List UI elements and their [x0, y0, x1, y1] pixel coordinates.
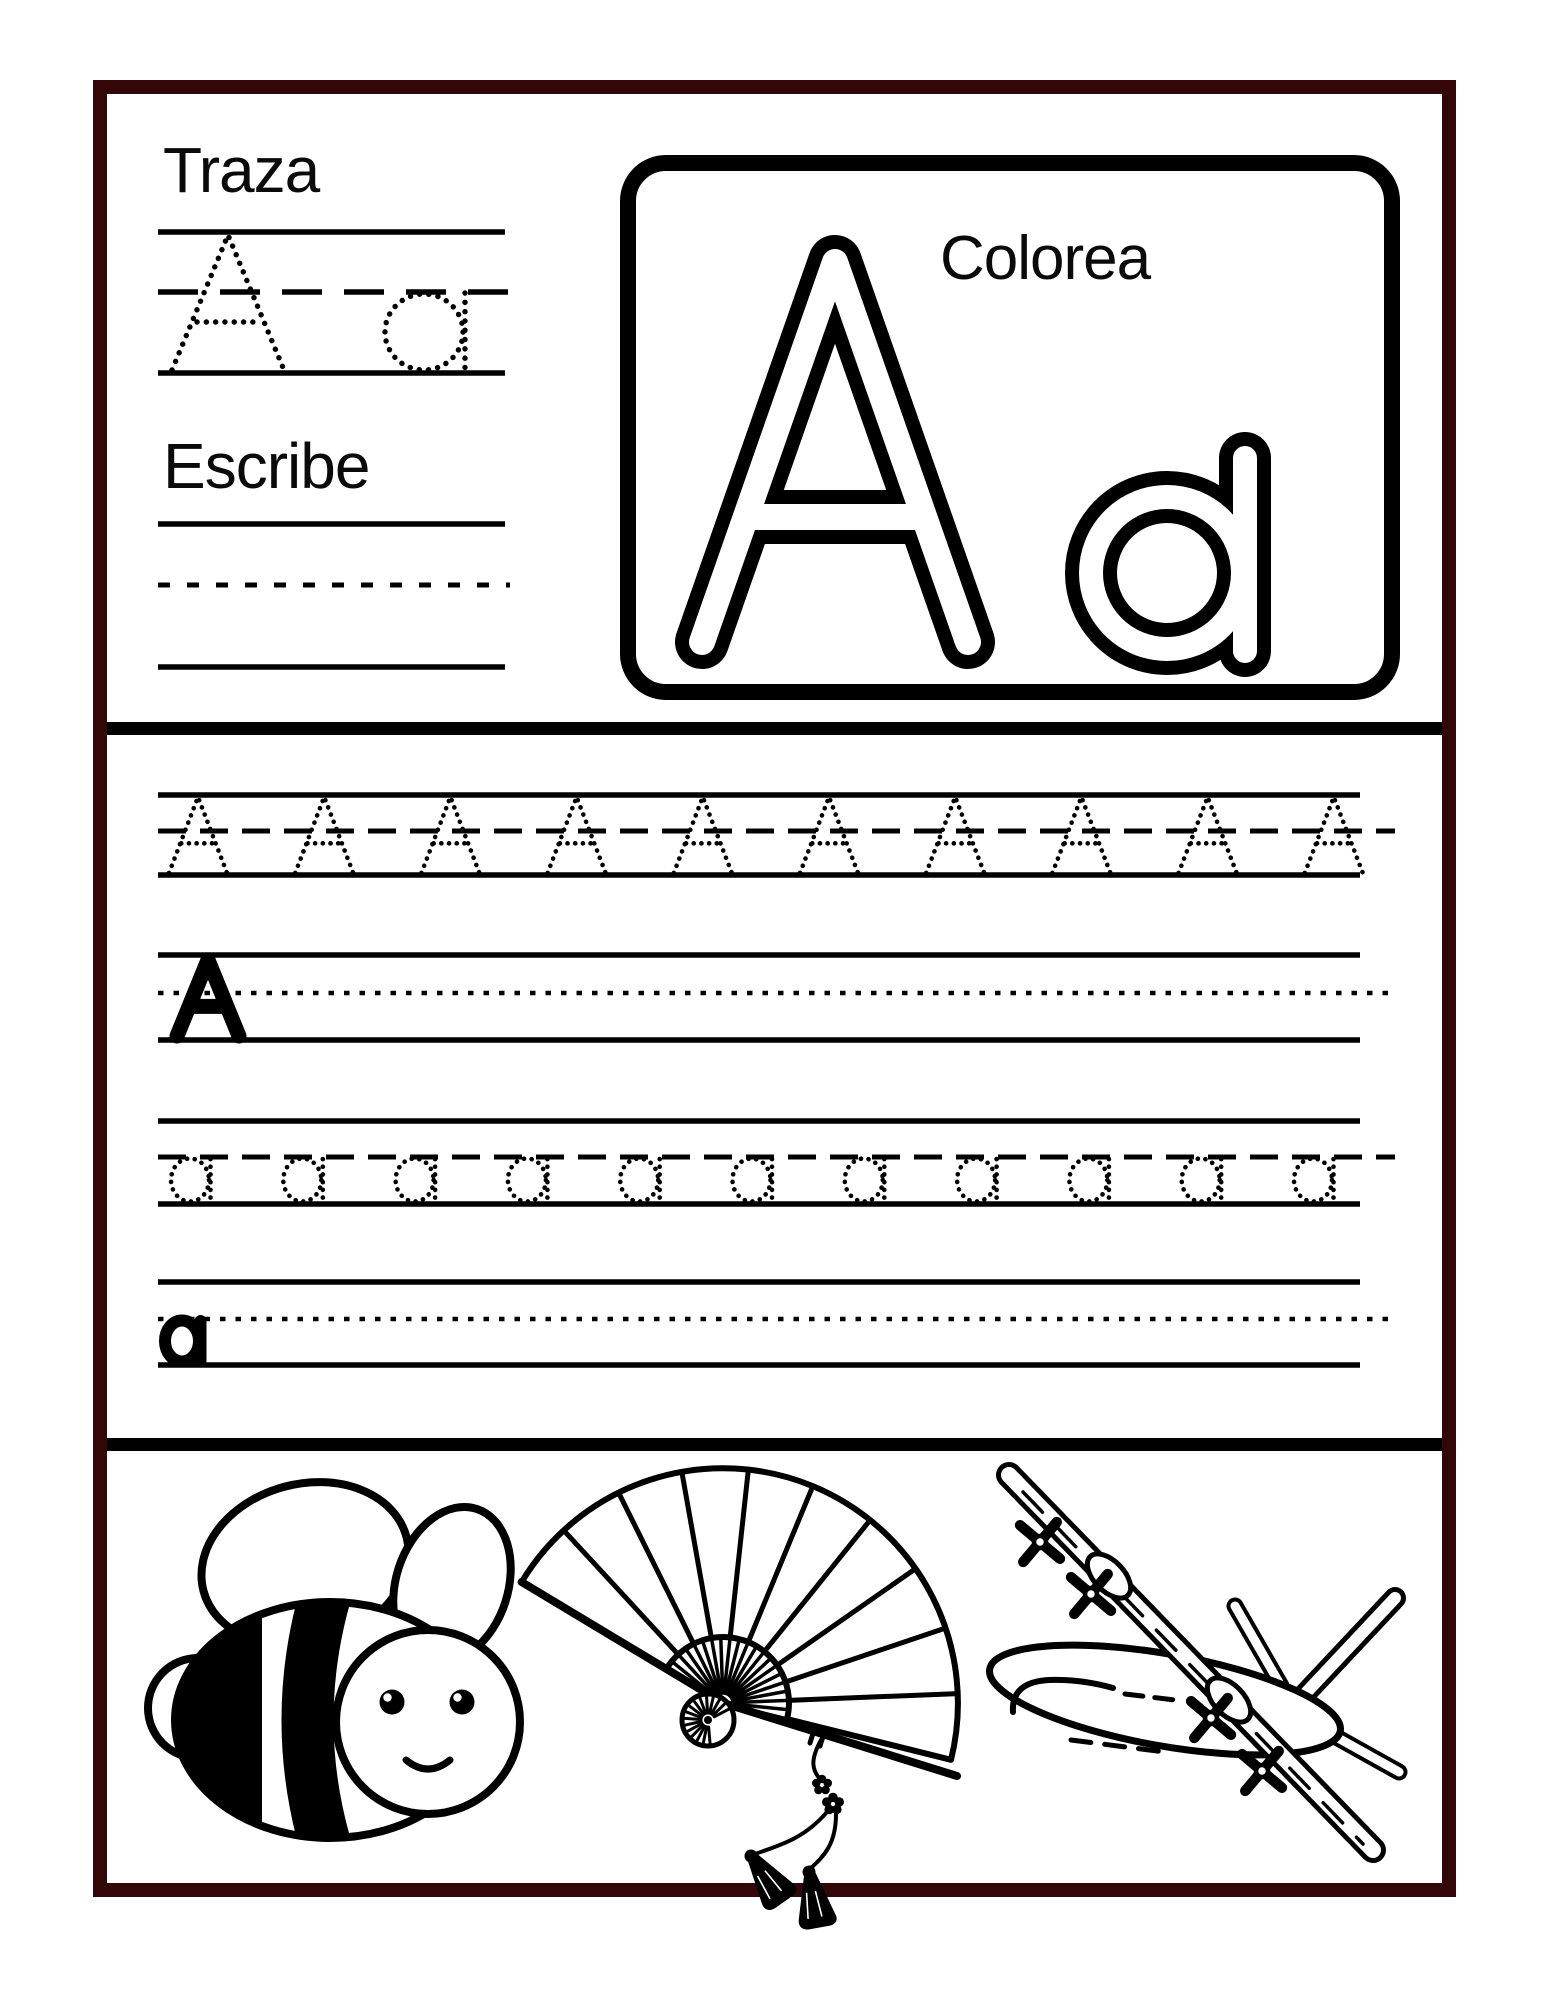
letter-glyph [169, 797, 227, 873]
trace-heading: Traza [163, 134, 320, 206]
letter-glyph [295, 797, 353, 873]
practice-row-trace-A[interactable] [158, 790, 1403, 882]
fan-canopy [522, 1468, 958, 1760]
section-divider-top [107, 722, 1442, 735]
practice-row-trace-a[interactable] [158, 1116, 1403, 1210]
letter-glyph [674, 797, 732, 873]
write-blank-lines[interactable] [158, 518, 518, 674]
display-letter-uppercase[interactable] [640, 212, 1030, 692]
letter-glyph [1294, 1159, 1332, 1202]
letter-glyph [1179, 797, 1237, 873]
letter-glyph [1052, 797, 1110, 873]
letter-glyph [548, 797, 606, 873]
propeller [1020, 1522, 1060, 1562]
practice-row-write-A[interactable] [158, 950, 1403, 1045]
fan-pivot [704, 1716, 712, 1724]
trace-sample-lines [158, 226, 518, 382]
letter-glyph [421, 797, 479, 873]
letter-glyph [957, 1159, 995, 1202]
letter-glyph [620, 1159, 658, 1202]
letter-glyph [508, 1159, 546, 1202]
fan-cord [813, 1740, 821, 1779]
letter-glyph [177, 960, 239, 1036]
letter-glyph [845, 1159, 883, 1202]
fan-flower-bead [812, 1775, 832, 1795]
trace-sample-uppercase [172, 235, 284, 370]
airplane-coloring-image[interactable] [975, 1448, 1435, 1868]
color-heading: Colorea [940, 224, 1151, 293]
letter-glyph [171, 1159, 209, 1202]
bee-face [336, 1630, 520, 1814]
trace-sample-lowercase [385, 293, 465, 371]
hand-fan-coloring-image[interactable] [505, 1448, 985, 1868]
letter-glyph [165, 1321, 199, 1362]
letter-glyph [926, 797, 984, 873]
fan-tassel-cord [755, 1812, 827, 1854]
bee-coloring-image[interactable] [140, 1478, 530, 1850]
letter-glyph [1069, 1159, 1107, 1202]
practice-row-write-a[interactable] [158, 1277, 1403, 1372]
letter-glyph [1182, 1159, 1220, 1202]
letter-glyph [800, 797, 858, 873]
display-letter-lowercase[interactable] [1055, 418, 1385, 693]
letter-glyph [1305, 797, 1363, 873]
letter-glyph [283, 1159, 321, 1202]
write-heading: Escribe [163, 430, 370, 502]
letter-glyph [396, 1159, 434, 1202]
letter-glyph [733, 1159, 771, 1202]
